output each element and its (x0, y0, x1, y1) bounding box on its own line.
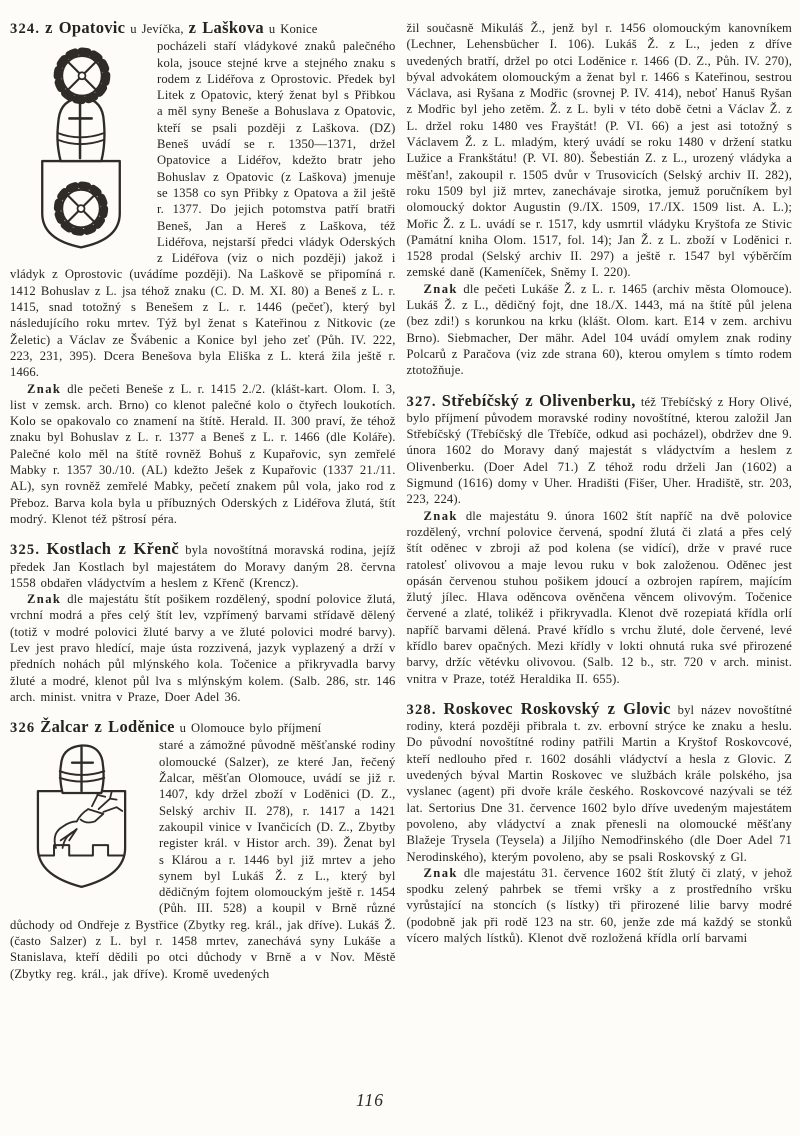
family-name: Kostlach z Křenč (46, 539, 180, 559)
entry-325-heading-paragraph (10, 541, 396, 591)
entry-324 (10, 20, 396, 527)
blazon-text: dle pečeti Beneše z L. r. 1415 2./2. (klášt-kart. Olom. I. 3, list v zemsk. arch. Brno) co klenot palečné kolo o čtyřech loukotích. Kolo se opakovalo co znamení na štítě. Herald. II. 300 praví, že téhož znaku byl Bohuslav z L. r. 1377 a Beneš z L. r. 1466 (dle Koláře). Palečné kolo měl na štítě rovněž Bohuš z Kupařovic, syn zemřelé Mabky r. 1357 30./10. (AL) kdežto Ješek z Kupařovic (1337 21./11. AL), syn rovněž zemřelé Mabky, pečetí znakem půl vola, jako rod z Přeboz. Barva kola byla u příbuzných Oderských z Lidéřova žlutá, štít modrý. Klenot též pštrosí péra. (10, 381, 396, 526)
family-name: z Opatovic (45, 18, 126, 37)
entry-326-body (10, 737, 396, 981)
entry-325-text: byla novoštítná moravská rodina, jejíž předek Jan Kostlach byl majestátem do Moravy daným 28. června 1558 obdařen vládyctvím a heslem z Křenč (Krencz). (10, 543, 396, 590)
heading-tail: u Olomouce bylo příjmení (179, 721, 322, 736)
entry-328 (406, 698, 793, 946)
coat-of-arms-zalcar-image (18, 741, 146, 899)
znak-label: Znak (423, 281, 458, 296)
entry-327 (406, 390, 793, 687)
entry-number: 324. (10, 21, 41, 37)
locality: u Konice (268, 22, 318, 36)
blazon-text: dle majestátu štít pošikem rozdělený, spodní polovice žlutá, vrchní modrá a přes celý štít lev, vzpřímený barvami střídavě dělený (totiž v modré polovici žluté barvy a ve žluté polovici modré barvy). Lev jest pravo hledící, maje ústa rozzivená, jazyk vyplazený a drží v předních nohách půl mlýnského kola. Točenice a přikryvadla barvy žluté a modré, klenot půl lva s mlýnským kolem. (Salb. 286, str. 146 arch. minist. vnitra v Praze, Doer Adel 36. (10, 592, 396, 704)
locality: u Jevíčka, (130, 22, 184, 36)
family-name: Žalcar z Loděnice (40, 717, 175, 737)
entry-328-blazon (407, 865, 793, 946)
entry-326-blazon (407, 281, 793, 379)
blazon-text: dle majestátu 31. července 1602 štít žlutý či zlatý, v jehož spodku zelený pahrbek se třemi vršky a z prostředního vršku vyrůstající na stoncích (s lístky) tři přirozené lilie barvy modré (podobně jak při rodě 123 na str. 60, jenže zde má každý se stonků vícero malých lístků). Klenot dvě rozložená křídla orlí barvami (406, 865, 792, 946)
text-columns (10, 20, 792, 982)
entry-number: 328. (406, 701, 437, 718)
mill-wheel-helm-shield-icon (18, 42, 144, 254)
helm-shield-stag-icon (18, 741, 146, 899)
right-column (407, 20, 793, 982)
znak-label: Znak (423, 865, 458, 880)
entry-number: 325. (10, 542, 41, 559)
blazon-text: dle majestátu 9. února 1602 štít napříč na dvě polovice rozdělený, vrchní polovice červená, spodní žlutá či zlatá a přes celý štít oděnec v zbroji až pod kolena (se vidící), drže v pravé ruce ratolesť olivovou a maje levou ruku v bok založenou. Oděnec jest opásán červenou stuhou pošikem jdoucí a ozbrojen rapírem, majícím žlutý jílec. Hlava oděncova ověnčena věncem olivovým. Točenice červené a zlaté, tolikéž i přikryvadla. Klenot dvě rozepiatá křídla orlí napříč barvami dělená. Pravé křídlo s vrchu žluté, dole červené, levé křídlo barev opačných. Mezi křídly v lokti ohnutá ruka své přirozené barvy, držíc větévku olivovou. (Salb. 12 b., str. 720 v arch. minist. vnitra v Praze, totéž Heraldika II. 655). (406, 508, 792, 686)
entry-326-heading (10, 719, 396, 736)
entry-324-blazon (10, 381, 396, 528)
family-name: Roskovec Roskovský z Glovic (443, 698, 671, 718)
heading-tail: též Třebíčský (640, 394, 713, 409)
entry-number: 326 (10, 720, 36, 737)
entry-324-body (10, 38, 396, 380)
entry-327-heading-paragraph (406, 390, 793, 508)
entry-326-continued-text: žil současně Mikuláš Ž., jenž byl r. 1456 olomouckým kanovníkem (Lechner, Lehensbücher I. 106). Lukáš Ž. z L., jeden z dříve uvedených bratří, držel po otci Loděnice r. 1466 (D. Z., Půh. IV. 270), býval advokátem olomouckým a ženat byl r. 1466 s Kateřinou, sestrou Václava, asi Ryšana z Modřic (srovnej P. IV. 414), neboť Hanuš Ryšan z Modřic byl jeho zetěm. Ž. z L. byli v této době četni a Václav Ž. z L. držel roku 1480 ves Frayštát! (P. VI. 66) a jest asi totožný s Václavem Ž. z L. mladým, který uvádí se roku 1480 v držení statku Lužice a Frankštátu! (P. VI. 80). Šebestián Z. z L., urozený vládyka a měšťan!, zakoupil r. 1505 dvůr v Trusovicích (Selský archiv II. 282), roku 1509 byl již mrtev, zanechávaje sirotka, jemuž poručníkem byl olomoucký doktor Augustin (9./IX. 1509, 17./IX. 1509 list. A. L.); Mořic Ž. z L. uvádí se r. 1517, kdy usmrtil vládyku Kryštofa ze Stivic (Památní kniha Olom. 1517, fol. 14); Jan Ž. z L. zboží v Loděnici r. 1528 prodal (Selský archiv II. 297) a ještě r. 1547 byl výběrčím zemské daně (Kameníček, Sněmy I. 220). (406, 21, 792, 280)
entry-327-text: z Hory Olivé, bylo příjmení původem moravské rodiny novoštítné, kterou založil Jan Střebíčský (Třebíčský dle Třebíče, odkud asi pocházel), obdržev dne 9. února 1602 do Moravy daný majestát s vládyctvím a heslem z Olivenberku. (Doer Adel 71.) Z téhož rodu drželi Jan (1602) a Sigmund (1616) domy v Uher. Hradišti (Fišer, Uher. Hradiště, str. 203, 223, 224). (406, 394, 793, 507)
entry-325-blazon (10, 591, 396, 705)
page-number: 116 (356, 1090, 384, 1110)
entry-number: 327. (406, 393, 437, 410)
family-name: z Laškova (188, 18, 264, 37)
heading-tail: byl název (677, 702, 732, 717)
left-column (10, 20, 396, 982)
entry-324-text: pocházeli staří vládykové znaků palečného kola, jsouce stejné krve a stejného znaku s rodem z Lidéřova z Oprostovic. Předek byl Litek z Opatovic, který ženat byl s Přibkou a měl syny Beneše a Bohuslava z Opatovic, kteří se psali později z Laškova. (DZ) Beneš uvádí se r. 1350—1371, držel Opatovice a Lidéřov, kdežto bratr jeho Bohuslav z Opatovic (z Laškova) jmenuje se 1358 co syn Přibky z Opatova a žil ještě r. 1377. Do jejich potomstva patří bratři Beneš, Jan a Hereš z Laškova, též Lidéřova, nejstarší předci vládyk Oderských z Lidéřova (viz o nich později) jakož i vládyk z Oprostovic (uvádíme později). Na Laškově se připomíná r. 1412 Bohuslav z L. jsa téhož znaku (C. D. M. XI. 80) a Beneš z L. r. 1415, snad totožný s Benešem z L. r. 1446 (pečeť), který byl následujícího roku mrtev. Týž byl ženat s Kateřinou z Nitkovic (ze Želetic) a Václav ze Švábenic a Konice byl jeho zeť (Půh. IV. 222, 223, 231, 395). Dcera Benešova byla Eliška z L. která žila ještě r. 1466. (10, 39, 396, 380)
znak-label: Znak (27, 381, 62, 396)
znak-label: Znak (423, 508, 458, 523)
entry-325 (10, 541, 396, 705)
family-name: Střebíčský z Olivenberku, (441, 390, 636, 410)
entry-326-continuation (407, 20, 793, 379)
blazon-text: dle pečeti Lukáše Ž. z L. r. 1465 (archiv města Olomouce). Lukáš Ž. z L., dědičný fojt, dne 18./X. 1443, má na štítě půl jelena (bez zdi!) s korunkou na krku (klášt. Olom. kart. E14 v zem. archivu Brno). Siebmacher, Der mähr. Adel 104 uvádí omylem znak rodiny Polcarů z Paračova (viz zde strana 60), kterou omylem s tímto rodem ztotožňuje. (406, 281, 792, 378)
entry-326-text: staré a zámožné původně měšťanské rodiny olomoucké (Salzer), ze které Jan, řečený Žalcar, měšťan Olomouce, uvádí se již r. 1407, kdy držel zboží v Loděnici (D. Z., Selský archiv II. 278), r. 1417 a 1421 zakoupil vinice v Ivančicích (D. Z., Zbytby register král. v Histor arch. 39). Ženat byl s Klárou a r. 1446 byl již mrtev a jeho synem byl Lukáš Ž. z L., který byl dědičným fojtem olomouckým ještě r. 1454 (Půh. III. 528) a koupil v Brně různé důchody od Ondřeje z Bystřice (Zbytky reg. král., jak dříve). Lukáš Ž. (často Salzer) z L. byl r. 1458 mrtev, zanechává syny Lukáše a Stanislava, kteří dědili po otci důchody v Brně a v Nov. Městě (Zbytky reg. král., jak dříve). Kromě uvedených (10, 738, 396, 981)
entry-327-blazon (407, 508, 793, 687)
znak-label: Znak (27, 592, 62, 607)
entry-324-heading (10, 20, 396, 37)
entry-328-text: novoštítné rodiny, která později přibrala t. zv. erbovní strýce ke znaku a heslu. Do původní novoštítné rodiny patřili Martin a Kryštof Roskovcové, kteří nedlouho před r. 1602 dosáhli vládyctví a hesla z Glovic. Z uvedených býval Martin Roskovec ve službách krále polského, jsa vyslanec (agent) při dvoře krále českého. Roskovcové nazývali se též lat. Sertorius Dne 31. července 1602 bylo dříve uvedeným majestátem povoleno, aby vládyctví a znak přenesli na olomoucké měšťany Blažeje Trysela (Teysela) a Jiljího Nemodřinského (dle Doer Adel 71 Nerodinského), kterým povoleno, aby se psali Roskovský z Gl. (406, 702, 792, 864)
coat-of-arms-opatovic-image (18, 42, 144, 254)
entry-326 (10, 719, 396, 982)
entry-328-heading-paragraph (406, 698, 793, 865)
